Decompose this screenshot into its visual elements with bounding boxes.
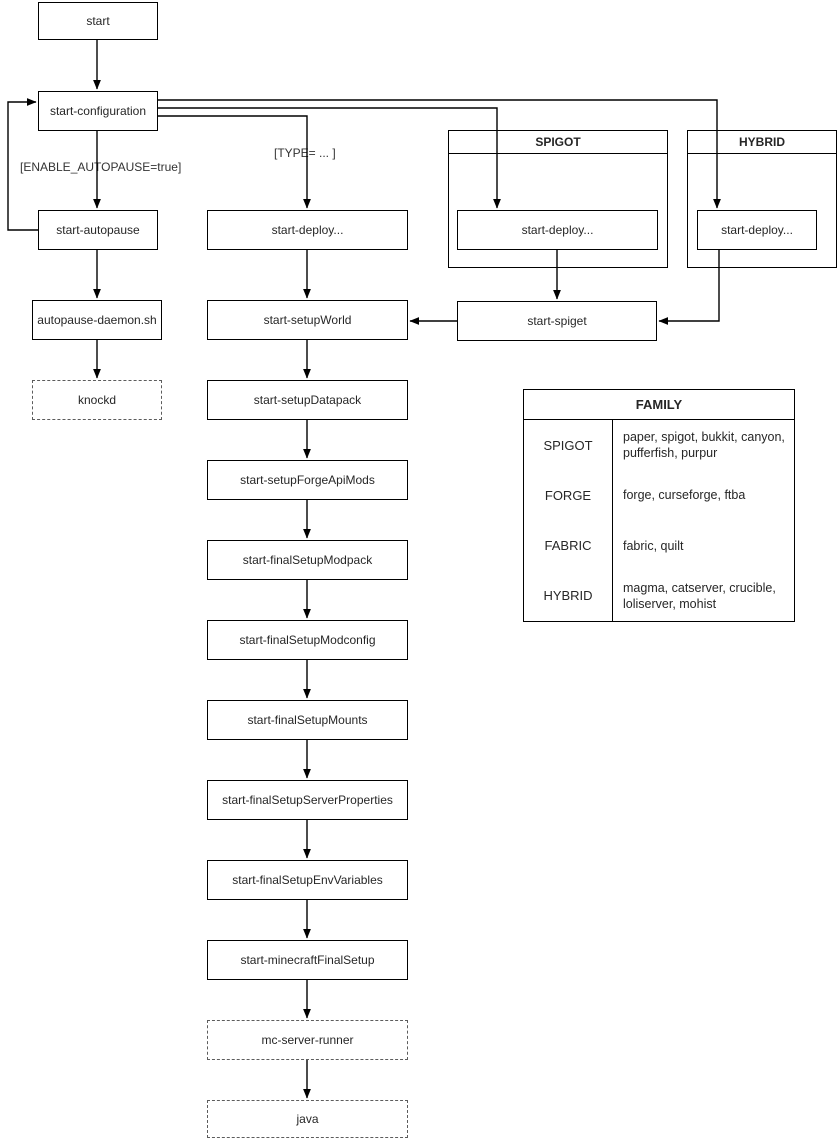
family-cell: SPIGOT: [524, 420, 613, 470]
family-table-body: [524, 420, 794, 621]
node-start-finalsetupmodconfig: start-finalSetupModconfig: [207, 620, 408, 660]
group-spigot-title: SPIGOT: [449, 131, 667, 154]
node-start-deploy-hybrid: start-deploy...: [697, 210, 817, 250]
family-table: [523, 389, 795, 622]
node-start-finalsetupmounts: start-finalSetupMounts: [207, 700, 408, 740]
edge-label-type: [TYPE= ... ]: [274, 146, 336, 160]
family-cell: FABRIC: [524, 521, 613, 571]
node-start-setupworld: start-setupWorld: [207, 300, 408, 340]
node-start-autopause: start-autopause: [38, 210, 158, 250]
node-mc-server-runner: mc-server-runner: [207, 1020, 408, 1060]
node-start-finalsetupmodpack: start-finalSetupModpack: [207, 540, 408, 580]
servers-cell: magma, catserver, crucible, loliserver, mohist: [623, 580, 776, 611]
node-start-finalsetupserverproperties: start-finalSetupServerProperties: [207, 780, 408, 820]
node-start-setupforgeapimods: start-setupForgeApiMods: [207, 460, 408, 500]
node-start: start: [38, 2, 158, 40]
servers-cell: paper, spigot, bukkit, canyon, pufferfish, purpur: [623, 429, 785, 461]
family-table-title: FAMILY: [524, 390, 794, 420]
node-start-setupdatapack: start-setupDatapack: [207, 380, 408, 420]
servers-cell: fabric, quilt: [623, 538, 684, 553]
family-cell: FORGE: [524, 470, 613, 520]
table-row: [524, 571, 794, 621]
family-cell: HYBRID: [524, 571, 613, 621]
node-start-deploy-spigot: start-deploy...: [457, 210, 658, 250]
node-start-minecraftfinalsetup: start-minecraftFinalSetup: [207, 940, 408, 980]
node-java: java: [207, 1100, 408, 1138]
node-autopause-daemon: autopause-daemon.sh: [32, 300, 162, 340]
node-start-configuration: start-configuration: [38, 91, 158, 131]
edge-label-enable-autopause: [ENABLE_AUTOPAUSE=true]: [20, 160, 182, 174]
node-start-deploy-main: start-deploy...: [207, 210, 408, 250]
group-hybrid-title: HYBRID: [688, 131, 836, 154]
table-row: [524, 521, 794, 571]
table-row: [524, 420, 794, 470]
servers-cell: forge, curseforge, ftba: [623, 488, 746, 503]
node-start-finalsetupenvvariables: start-finalSetupEnvVariables: [207, 860, 408, 900]
node-start-spiget: start-spiget: [457, 301, 657, 341]
table-row: [524, 470, 794, 520]
node-knockd: knockd: [32, 380, 162, 420]
